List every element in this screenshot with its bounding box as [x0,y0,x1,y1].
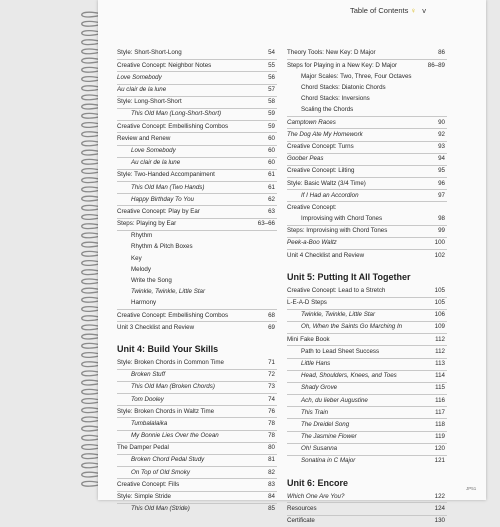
toc-entry-title: The Dreidel Song [301,420,350,428]
toc-entry-page: 99 [438,227,445,235]
toc-entry-page: 118 [435,420,445,428]
toc-entry[interactable] [117,417,277,429]
toc-entry[interactable] [287,249,447,261]
toc-entry[interactable] [117,230,277,242]
toc-entry-page: 59 [268,122,275,130]
toc-entry-title: Creative Concept: Embellishing Combos [117,311,229,319]
toc-entry[interactable] [117,276,277,287]
toc-entry-page: 82 [268,468,275,476]
toc-entry-page: 122 [434,492,445,500]
toc-entry-title: This Old Man (Broken Chords) [131,383,215,391]
toc-entry-title: Camptown Races [287,118,336,126]
toc-entry-title: Creative Concept: Turns [287,142,354,150]
toc-entry-page: 74 [268,395,275,403]
toc-entry[interactable] [117,405,277,417]
toc-entry[interactable] [117,242,277,253]
toc-entry-title: L-E-A-D Steps [287,299,327,307]
toc-entry[interactable] [117,369,277,381]
toc-entry[interactable] [117,430,277,442]
toc-entry-title: Style: Basic Waltz (3/4 Time) [287,179,366,187]
toc-entry-page: 78 [268,432,275,440]
toc-entry-page: 85 [268,505,275,513]
toc-entry-page: 73 [268,383,275,391]
toc-entry[interactable] [287,491,447,502]
toc-entry-title: Goober Peas [287,155,324,163]
toc-entry-page: 112 [435,347,445,355]
toc-entry[interactable] [287,431,447,443]
toc-entry-title: Rhythm & Pitch Boxes [131,243,193,251]
toc-entry-title: Creative Concept: Lilting [287,167,355,175]
toc-entry-page: 124 [434,504,445,512]
toc-entry-title: Scaling the Chords [301,106,354,114]
toc-entry-page: 56 [268,73,275,81]
toc-entry-page: 94 [438,155,445,163]
toc-entry[interactable] [117,478,277,490]
toc-entry-page: 130 [434,517,445,525]
toc-entry[interactable] [287,418,447,430]
toc-entry-page: 57 [268,86,275,94]
toc-entry-title: Au clair de la lune [117,86,167,94]
toc-entry-page: 96 [438,179,445,187]
toc-entry-page: 84 [268,493,275,501]
header-page-marker: v [422,6,426,15]
toc-entry-page: 86 [438,49,445,57]
toc-entry-title: Which One Are You? [287,492,345,500]
toc-entry-title: Love Somebody [117,73,162,81]
toc-entry-title: Style: Short-Short-Long [117,49,182,57]
toc-entry-title: Harmony [131,299,157,307]
toc-entry-title: Key [131,254,142,262]
header-title: Table of Contents [350,6,409,15]
toc-entry-title: Style: Long-Short-Short [117,98,182,106]
toc-entry[interactable] [287,321,447,333]
toc-entry-title: Tumbalalaika [131,419,168,427]
toc-entry[interactable] [117,358,277,369]
toc-entry[interactable] [287,237,447,249]
toc-entry-title: This Old Man (Two Hands) [131,183,205,191]
toc-entry-page: 63 [268,207,275,215]
toc-entry[interactable] [117,381,277,393]
toc-entry[interactable] [117,264,277,275]
toc-entry[interactable] [117,442,277,454]
toc-entry[interactable] [117,71,277,83]
toc-entry-title: Unit 4 Checklist and Review [287,251,365,259]
toc-right-column [287,48,447,527]
toc-entry-title: Oh, When the Saints Go Marching In [301,323,403,331]
toc-entry[interactable] [287,105,447,116]
toc-entry-title: Improvising with Chord Tones [301,215,383,223]
toc-entry-title: Mini Fake Book [287,335,330,343]
toc-entry[interactable] [287,48,447,59]
header-lightbulb-icon: ♀ [410,6,417,15]
toc-entry-title: The Dog Ate My Homework [287,130,363,138]
toc-entry-page: 100 [434,239,445,247]
toc-entry-page: 63–66 [257,220,275,228]
toc-entry[interactable] [287,59,447,71]
toc-entry[interactable] [287,165,447,177]
toc-entry-title: Unit 3 Checklist and Review [117,323,195,331]
toc-entry[interactable] [287,83,447,94]
toc-entry[interactable] [117,120,277,132]
toc-entry-page: 121 [434,457,445,465]
toc-entry-title: Ach, du lieber Augustine [301,396,368,404]
toc-entry[interactable] [287,502,447,514]
toc-entry-page: 115 [435,384,445,392]
unit-heading: Unit 5: Putting It All Together [287,272,411,283]
toc-entry[interactable] [117,393,277,405]
toc-entry[interactable] [287,370,447,382]
toc-entry-title: Love Somebody [131,146,176,154]
toc-entry[interactable] [287,71,447,82]
toc-entry-title: The Jasmine Flower [301,433,357,441]
toc-entry-title: Creative Concept: [287,203,337,211]
toc-entry-page: 80 [268,444,275,452]
toc-entry-title: My Bonnie Lies Over the Ocean [131,432,219,440]
toc-entry-title: Certificate [287,517,315,525]
toc-entry-title: Path to Lead Sheet Success [301,347,380,355]
toc-entry-page: 112 [435,335,445,343]
footer-code: JP51 [466,486,477,491]
toc-entry-title: Little Hans [301,359,331,367]
toc-entry-title: Broken Stuff [131,371,166,379]
toc-entry-page: 97 [438,191,445,199]
toc-entry-page: 86–89 [427,61,445,69]
toc-entry[interactable] [287,116,447,128]
toc-entry-page: 60 [268,159,275,167]
toc-entry[interactable] [287,333,447,345]
toc-entry[interactable] [287,443,447,455]
toc-entry-title: Melody [131,265,151,273]
toc-entry[interactable] [117,253,277,264]
toc-entry-page: 90 [438,118,445,126]
toc-entry[interactable] [287,406,447,418]
toc-entry-page: 61 [268,183,275,191]
toc-entry-title: Steps: Playing by Ear [117,220,177,228]
toc-entry[interactable] [117,181,277,193]
toc-entry[interactable] [287,382,447,394]
toc-entry-page: 55 [268,61,275,69]
toc-entry-title: This Train [301,408,329,416]
toc-entry[interactable] [287,214,447,225]
toc-entry[interactable] [117,218,277,230]
toc-entry-page: 120 [434,445,445,453]
toc-entry[interactable] [117,491,277,503]
toc-entry[interactable] [117,96,277,108]
toc-entry[interactable] [287,394,447,406]
toc-entry-page: 95 [438,167,445,175]
toc-entry-title: Broken Chord Pedal Study [131,456,205,464]
toc-entry-title: Review and Renew [117,134,171,142]
toc-entry[interactable] [287,285,447,296]
toc-entry-title: Creative Concept: Fills [117,480,180,488]
unit-heading: Unit 6: Encore [287,478,349,489]
toc-entry[interactable] [287,177,447,189]
toc-entry[interactable] [117,321,277,333]
toc-entry-page: 78 [268,419,275,427]
toc-entry-page: 93 [438,142,445,150]
toc-entry-title: Chord Stacks: Inversions [301,95,370,103]
toc-entry-page: 68 [268,311,275,319]
toc-left-column [117,48,277,515]
toc-entry-page: 98 [438,215,445,223]
toc-entry[interactable] [117,193,277,205]
toc-entry[interactable] [287,515,447,527]
toc-entry-title: This Old Man (Long-Short-Short) [131,110,222,118]
toc-entry-title: Write the Song [131,277,172,285]
toc-entry-page: 58 [268,98,275,106]
toc-entry-title: Creative Concept: Play by Ear [117,207,200,215]
toc-entry[interactable] [287,189,447,201]
toc-entry[interactable] [117,205,277,217]
toc-entry-page: 81 [268,456,275,464]
toc-entry-title: Twinkle, Twinkle, Little Star [301,311,376,319]
toc-entry[interactable] [117,287,277,298]
toc-entry[interactable] [117,59,277,71]
unit-heading: Unit 4: Build Your Skills [117,344,219,355]
toc-entry-title: On Top of Old Smoky [131,468,190,476]
toc-entry-page: 92 [438,130,445,138]
toc-entry-title: Creative Concept: Lead to a Stretch [287,286,386,294]
toc-entry[interactable] [287,309,447,321]
toc-entry[interactable] [287,297,447,309]
toc-entry-title: Steps for Playing in a New Key: D Major [287,61,398,69]
toc-entry-page: 54 [268,49,275,57]
toc-entry[interactable] [117,298,277,309]
toc-entry-page: 105 [434,299,445,307]
toc-entry-page: 83 [268,480,275,488]
toc-entry[interactable] [287,94,447,105]
toc-entry-title: Au clair de la lune [131,159,181,167]
toc-entry-title: Peek-a-Boo Waltz [287,239,337,247]
toc-entry-page: 60 [268,134,275,142]
toc-entry-title: Chord Stacks: Diatonic Chords [301,84,386,92]
toc-entry-title: Style: Two-Handed Accompaniment [117,171,215,179]
toc-entry-page: 116 [435,396,445,404]
page-header [350,6,426,15]
toc-entry-title: Style: Broken Chords in Waltz Time [117,407,215,415]
toc-entry-title: If I Had an Accordion [301,191,359,199]
toc-entry[interactable] [117,84,277,96]
toc-entry[interactable] [117,503,277,515]
toc-entry[interactable] [117,309,277,321]
toc-entry[interactable] [117,108,277,120]
toc-entry-title: Steps: Improvising with Chord Tones [287,227,388,235]
toc-entry-page: 119 [435,433,445,441]
toc-entry-title: Style: Simple Stride [117,493,171,501]
toc-entry-title: Style: Broken Chords in Common Time [117,358,224,366]
toc-entry-title: Happy Birthday To You [131,195,194,203]
toc-entry[interactable] [117,169,277,181]
toc-entry-title: This Old Man (Stride) [131,505,190,513]
toc-entry[interactable] [117,132,277,144]
toc-entry-page: 113 [435,359,445,367]
toc-entry[interactable] [287,358,447,370]
toc-entry-title: Rhythm [131,232,153,240]
toc-entry[interactable] [287,128,447,140]
toc-entry-page: 117 [435,408,445,416]
toc-entry[interactable] [117,454,277,466]
toc-entry-title: Head, Shoulders, Knees, and Toes [301,372,397,380]
toc-entry-title: Sonatina in C Major [301,457,356,465]
toc-entry[interactable] [287,455,447,467]
toc-entry-page: 60 [268,146,275,154]
toc-entry-title: Major Scales: Two, Three, Four Octaves [301,72,412,80]
toc-entry-page: 109 [434,323,445,331]
toc-entry[interactable] [287,141,447,153]
toc-entry-page: 59 [268,110,275,118]
toc-entry[interactable] [287,201,447,213]
toc-entry-title: Tom Dooley [131,395,164,403]
toc-entry-page: 114 [435,372,445,380]
toc-entry-page: 72 [268,371,275,379]
toc-entry[interactable] [287,153,447,165]
toc-entry[interactable] [117,157,277,169]
toc-entry-page: 76 [268,407,275,415]
toc-entry[interactable] [117,466,277,478]
toc-entry-title: Creative Concept: Embellishing Combos [117,122,229,130]
toc-entry-title: Twinkle, Twinkle, Little Star [131,288,206,296]
toc-entry-title: Oh! Susanna [301,445,338,453]
toc-entry-page: 61 [268,171,275,179]
toc-entry-page: 106 [434,311,445,319]
toc-entry-page: 62 [268,195,275,203]
toc-entry[interactable] [287,345,447,357]
toc-entry[interactable] [117,48,277,59]
toc-entry-page: 105 [434,286,445,294]
toc-entry-page: 102 [434,251,445,259]
toc-entry[interactable] [287,225,447,237]
toc-entry-page: 71 [268,358,275,366]
toc-entry-title: The Damper Pedal [117,444,169,452]
toc-entry[interactable] [117,145,277,157]
toc-entry-title: Resources [287,504,317,512]
toc-entry-title: Shady Grove [301,384,338,392]
toc-entry-page: 69 [268,323,275,331]
toc-entry-title: Theory Tools: New Key: D Major [287,49,376,57]
toc-entry-title: Creative Concept: Neighbor Notes [117,61,212,69]
